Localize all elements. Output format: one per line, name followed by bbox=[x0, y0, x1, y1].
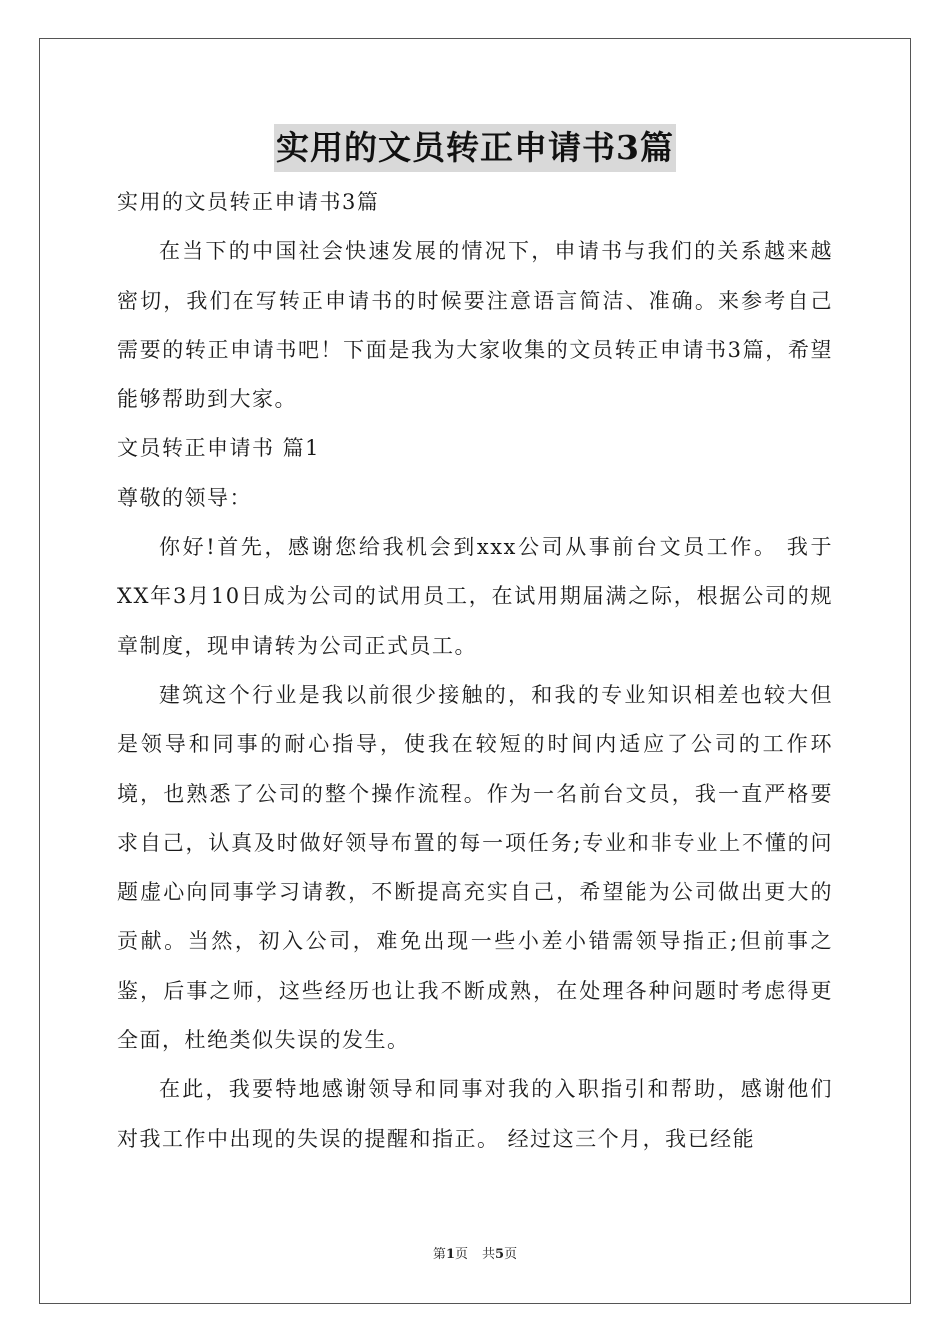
section-heading: 文员转正申请书 篇1 bbox=[117, 436, 321, 461]
document-subtitle: 实用的文员转正申请书3篇 bbox=[117, 190, 380, 214]
intro-paragraph: 在当下的中国社会快速发展的情况下，申请书与我们的关系越来越密切，我们在写转正申请书的时候要注意语言简洁、准确。来参考自己需要的转正申请书吧！下面是我为大家收集的文员转正申请书3篇，希望能够帮助到大家。 bbox=[117, 239, 833, 412]
document-title: 实用的文员转正申请书3篇 bbox=[274, 124, 676, 172]
body-paragraph-2: 建筑这个行业是我以前很少接触的，和我的专业知识相差也较大但是领导和同事的耐心指导，使我在较短的时间内适应了公司的工作环境，也熟悉了公司的整个操作流程。作为一名前台文员，我一直严格要求自己，认真及时做好领导布置的每一项任务;专业和非专业上不懂的问题虚心向同事学习请教，不断提高充实自己，希望能为公司做出更大的贡献。当然，初入公司，难免出现一些小差小错需领导指正;但前事之鉴，后事之师，这些经历也让我不断成熟，在处理各种问题时考虑得更全面，杜绝类似失误的发生。 bbox=[117, 682, 833, 1053]
page-current: 1 bbox=[445, 1247, 455, 1262]
page-footer bbox=[0, 1246, 950, 1264]
body-paragraph-1: 你好!首先，感谢您给我机会到xxx公司从事前台文员工作。 我于XX年3月10日成为公司的试用员工，在试用期届满之际，根据公司的规章制度，现申请转为公司正式员工。 bbox=[117, 535, 833, 658]
total-unit: 页 bbox=[504, 1247, 518, 1262]
body-paragraph-3: 在此，我要特地感谢领导和同事对我的入职指引和帮助，感谢他们对我工作中出现的失误的提醒和指正。 经过这三个月，我已经能 bbox=[117, 1077, 833, 1151]
salutation: 尊敬的领导： bbox=[117, 485, 252, 510]
page-prefix: 第 bbox=[432, 1247, 446, 1262]
document-body bbox=[117, 178, 833, 1164]
page-total: 5 bbox=[495, 1247, 505, 1262]
total-prefix: 共 bbox=[482, 1247, 496, 1262]
page-unit: 页 bbox=[454, 1247, 468, 1262]
title-container bbox=[0, 124, 950, 172]
